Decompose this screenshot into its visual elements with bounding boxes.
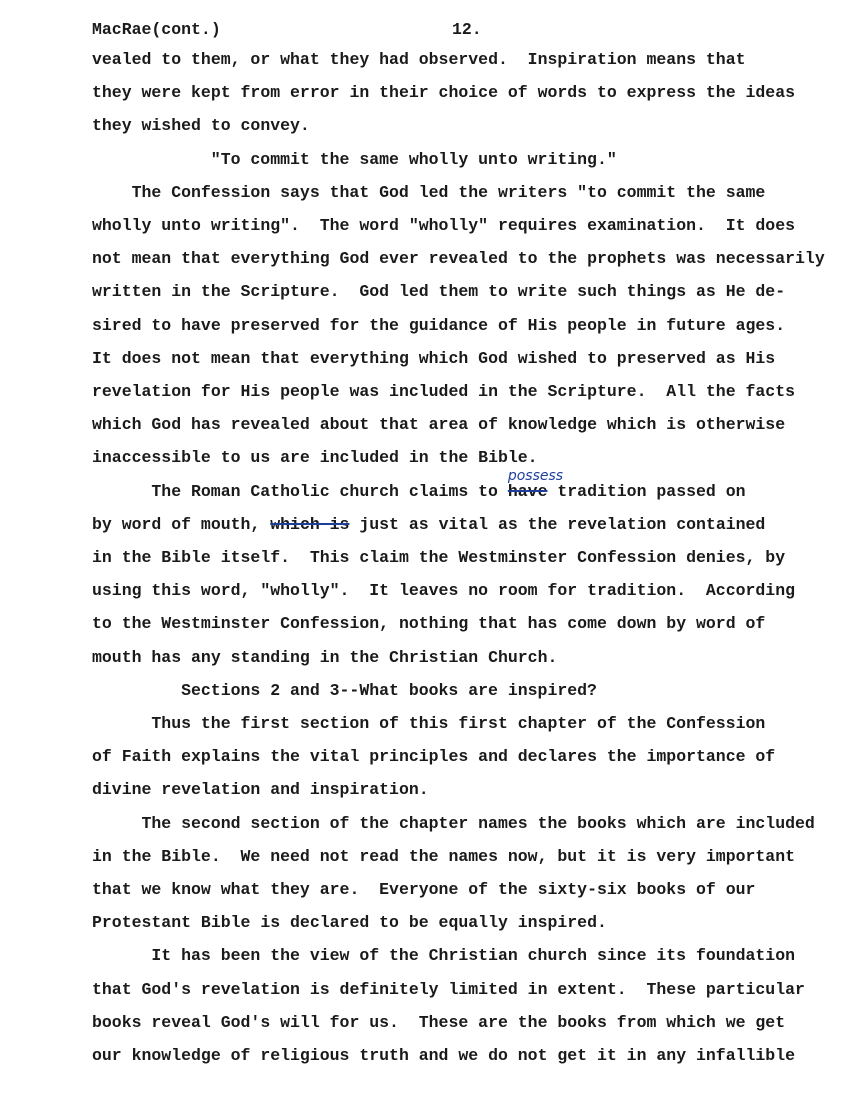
text-line: "To commit the same wholly unto writing." <box>210 149 617 169</box>
text-line: mouth has any standing in the Christian Church. <box>92 647 558 667</box>
text-line: in the Bible. We need not read the names now, but it is very important <box>92 846 796 866</box>
struck-text: have <box>507 481 548 501</box>
text-line: to the Westminster Confession, nothing that has come down by word of <box>92 614 766 634</box>
text-line: of Faith explains the vital principles and declares the importance of <box>92 747 776 767</box>
text-line: It has been the view of the Christian church since its foundation <box>151 946 795 966</box>
text-line: they were kept from error in their choice of words to express the ideas <box>92 83 796 103</box>
text-line: The Confession says that God led the writers "to commit the same <box>131 182 766 202</box>
text-line: The second section of the chapter names the books which are included <box>141 813 815 833</box>
text-line: using this word, "wholly". It leaves no room for tradition. According <box>92 581 796 601</box>
text-line: which God has revealed about that area of knowledge which is otherwise <box>92 415 786 435</box>
text-line: sired to have preserved for the guidance of His people in future ages. <box>92 315 786 335</box>
text-segment: tradition passed on <box>547 481 746 501</box>
text-segment: by word of mouth, <box>92 514 271 534</box>
text-line: divine revelation and inspiration. <box>92 780 429 800</box>
text-line: inaccessible to us are included in the Bible. <box>92 448 538 468</box>
page-number: 12. <box>452 20 482 39</box>
handwritten-correction <box>507 467 564 501</box>
text-line <box>92 515 765 535</box>
struck-text: which is <box>270 514 350 534</box>
text-line: that God's revelation is definitely limited in extent. These particular <box>92 979 805 999</box>
text-line: written in the Scripture. God led them to write such things as He de- <box>92 282 786 302</box>
text-line: wholly unto writing". The word "wholly" requires examination. It does <box>92 216 796 235</box>
text-line: vealed to them, or what they had observed. Inspiration means that <box>92 50 746 69</box>
text-line: our knowledge of religious truth and we do not get it in any infallible <box>92 1046 796 1065</box>
text-line: books reveal God's will for us. These are the books from which we get <box>92 1012 786 1032</box>
text-segment: The Roman Catholic church claims to <box>151 481 508 501</box>
text-line <box>151 467 746 502</box>
text-line: Thus the first section of this first chapter of the Confession <box>151 714 766 733</box>
text-line: in the Bible itself. This claim the Westminster Confession denies, by <box>92 548 786 567</box>
text-line: Protestant Bible is declared to be equally inspired. <box>92 913 607 933</box>
text-segment: just as vital as the revelation contained <box>349 514 766 534</box>
text-line: that we know what they are. Everyone of the sixty-six books of our <box>92 880 756 899</box>
text-line: Sections 2 and 3--What books are inspired? <box>181 680 597 700</box>
text-line: revelation for His people was included in the Scripture. All the facts <box>92 382 796 401</box>
text-line: It does not mean that everything which God wished to preserved as His <box>92 348 776 368</box>
page-header-left: MacRae(cont.) <box>92 20 221 39</box>
text-line: they wished to convey. <box>92 116 310 136</box>
handwritten-insert: possess <box>507 467 564 484</box>
text-line: not mean that everything God ever revealed to the prophets was necessarily <box>92 249 825 269</box>
